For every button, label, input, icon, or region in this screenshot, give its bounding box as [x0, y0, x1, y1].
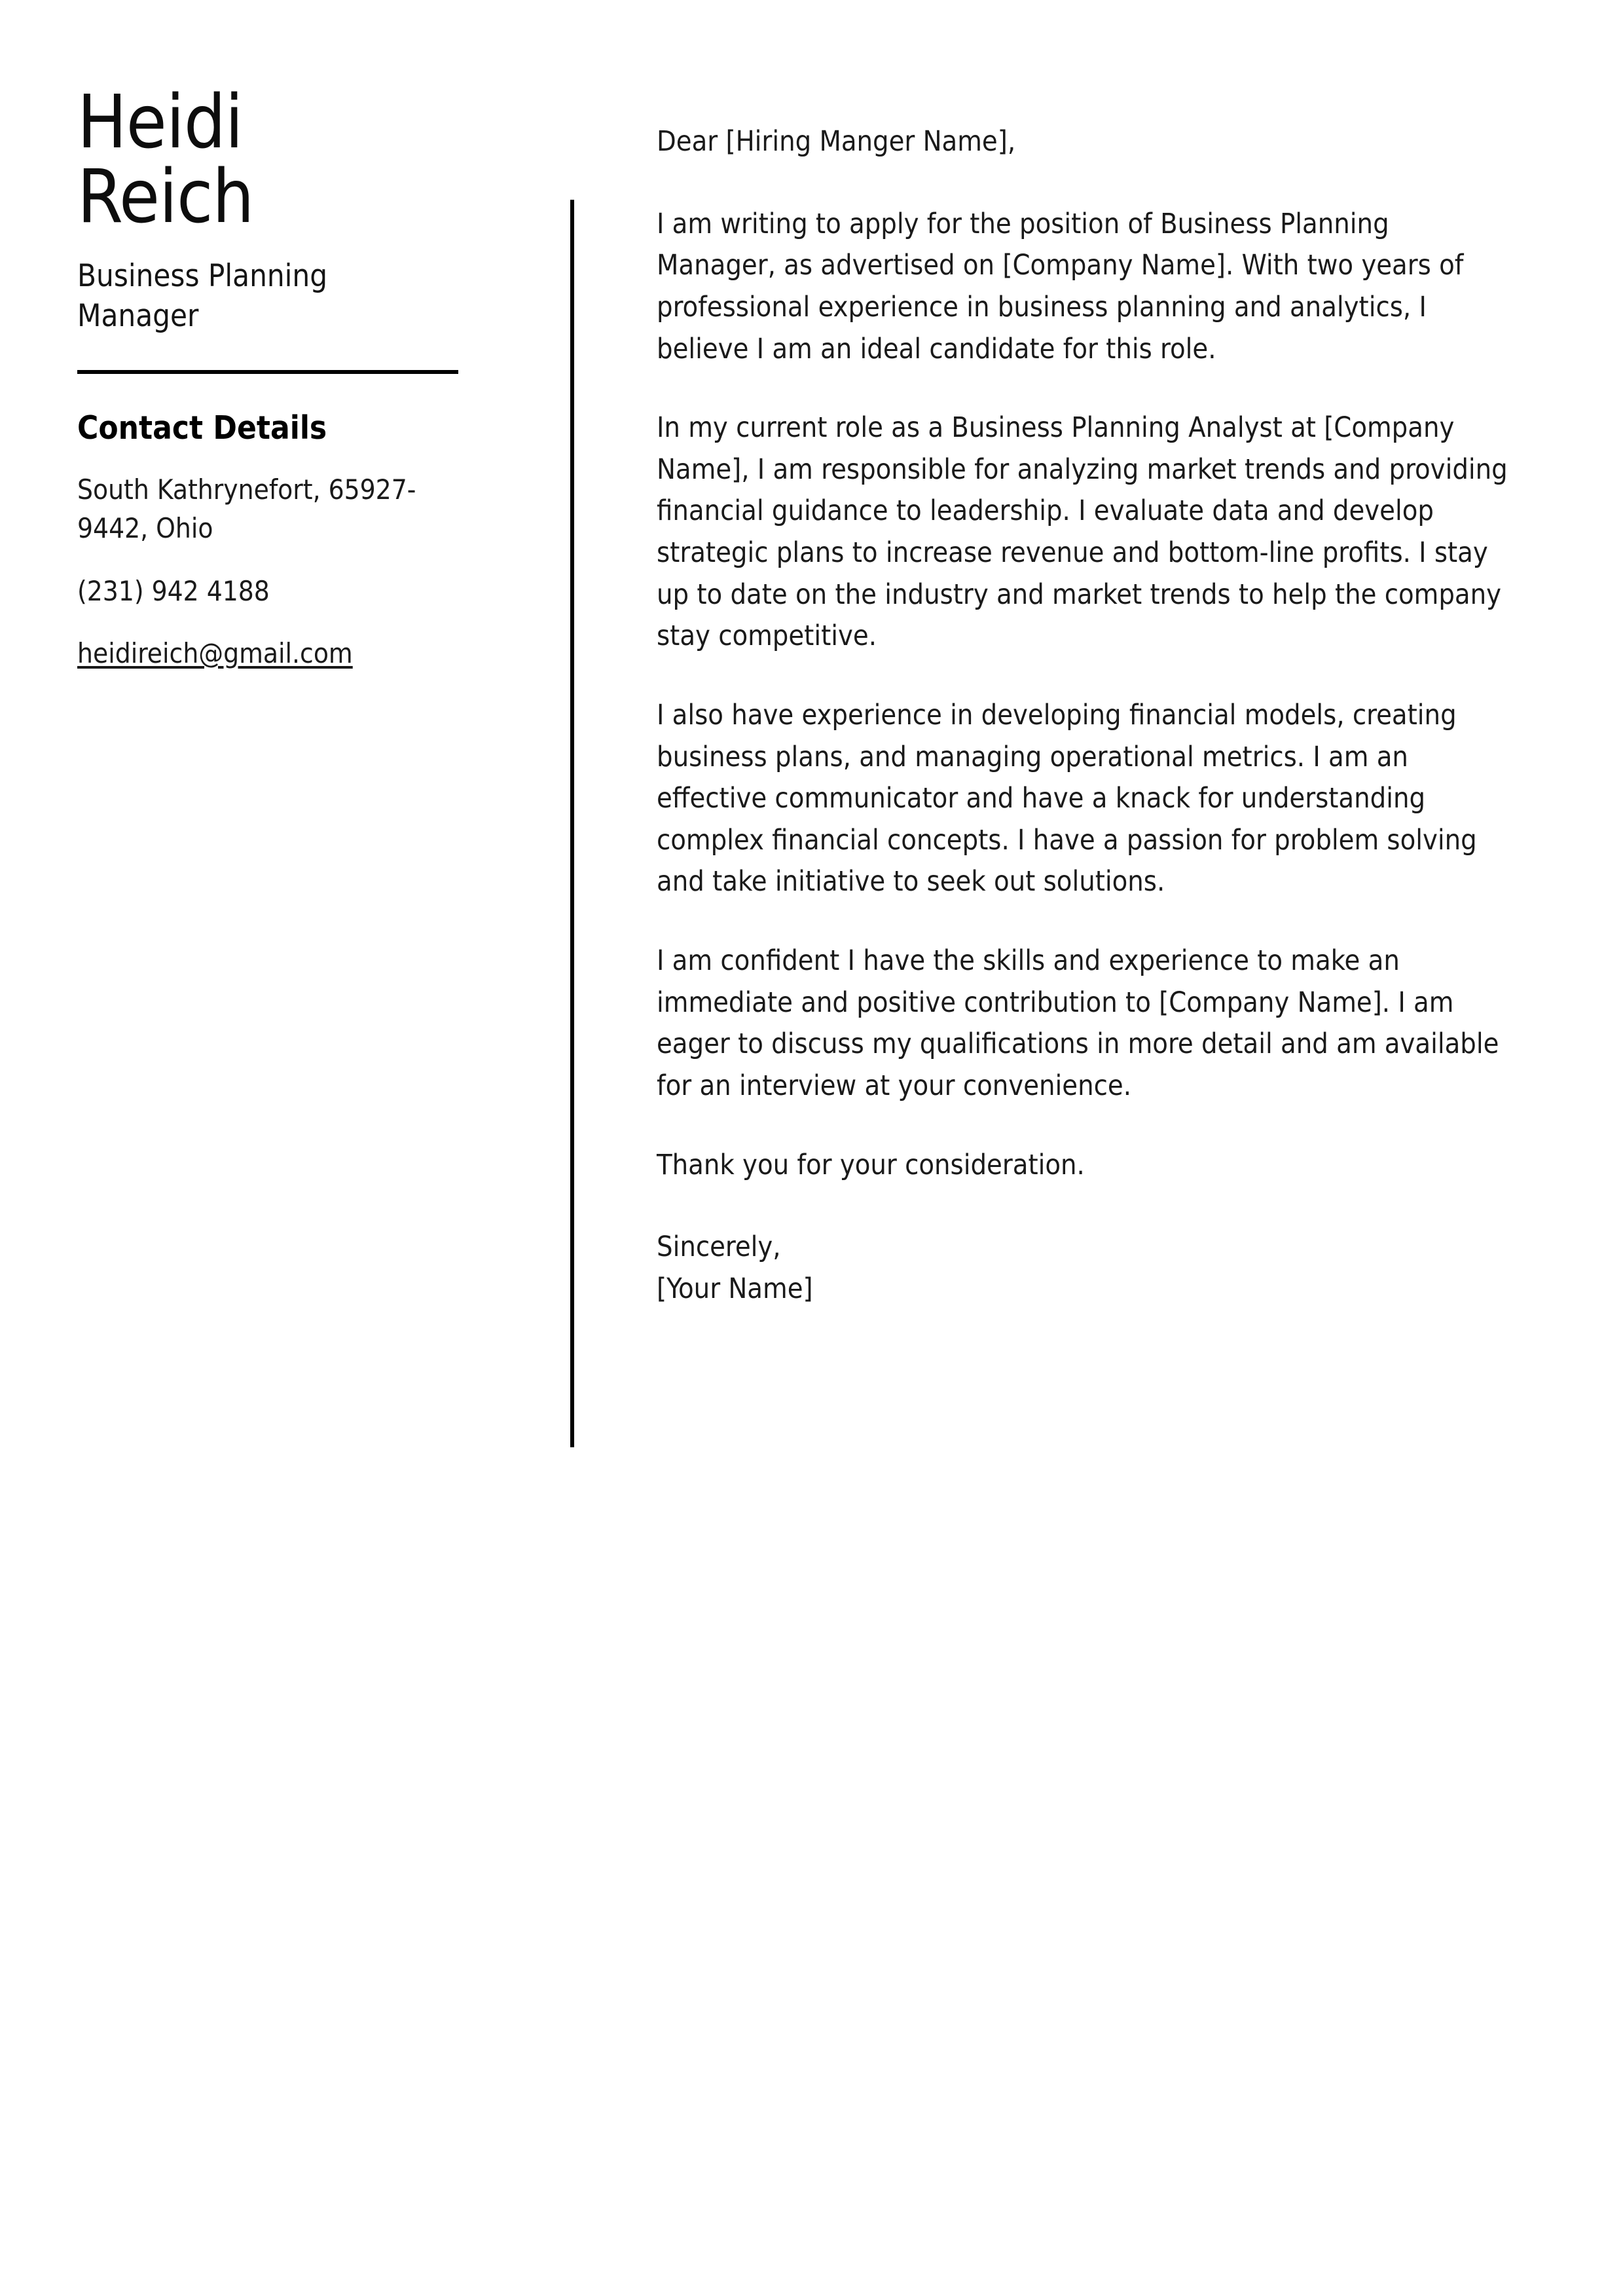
- contact-email[interactable]: heidireich@gmail.com: [77, 637, 353, 670]
- letter-signature: [Your Name]: [657, 1272, 813, 1305]
- letter-salutation: Dear [Hiring Manger Name],: [657, 125, 1016, 158]
- contact-details-heading: Contact Details: [77, 409, 327, 447]
- contact-list: [77, 470, 483, 674]
- letter-paragraph-1: I am writing to apply for the position of Business Planning Manager, as advertised on [Company Name]. With two years of professional experience in business planning and analytics, I believe I am an ideal candidate for this role.: [657, 207, 1464, 365]
- letter-paragraph-3: I also have experience in developing financial models, creating business plans, and managing operational metrics. I am an effective communicator and have a knack for understanding complex financial concepts. I have a passion for problem solving and take initiative to seek out solutions.: [657, 698, 1477, 898]
- sidebar-divider: [77, 370, 458, 374]
- column-divider: [570, 200, 574, 1447]
- letter-paragraph-2: In my current role as a Business Planning Analyst at [Company Name], I am responsible for analyzing market trends and providing financial guidance to leadership. I evaluate data and develop strategic plans to increase revenue and bottom-line profits. I stay up to date on the industry and market trends to help the company stay competitive.: [657, 411, 1508, 653]
- letter-signoff-block: [657, 1227, 1514, 1310]
- letter-body: [657, 121, 1514, 1310]
- letter-signoff: Sincerely,: [657, 1231, 781, 1264]
- sidebar: [77, 80, 483, 673]
- contact-address: South Kathrynefort, 65927-9442, Ohio: [77, 473, 416, 545]
- contact-phone[interactable]: (231) 942 4188: [77, 574, 270, 607]
- first-name: Heidi: [77, 80, 243, 165]
- letter-thanks: Thank you for your consideration.: [657, 1148, 1085, 1181]
- candidate-name: [77, 80, 483, 240]
- job-title: Business Planning Manager: [77, 258, 328, 334]
- letter-paragraph-4: I am confident I have the skills and experience to make an immediate and positive contribution to [Company Name]. I am eager to discuss my qualifications in more detail and am available for an interview at your convenience.: [657, 944, 1499, 1102]
- last-name: Reich: [77, 155, 254, 240]
